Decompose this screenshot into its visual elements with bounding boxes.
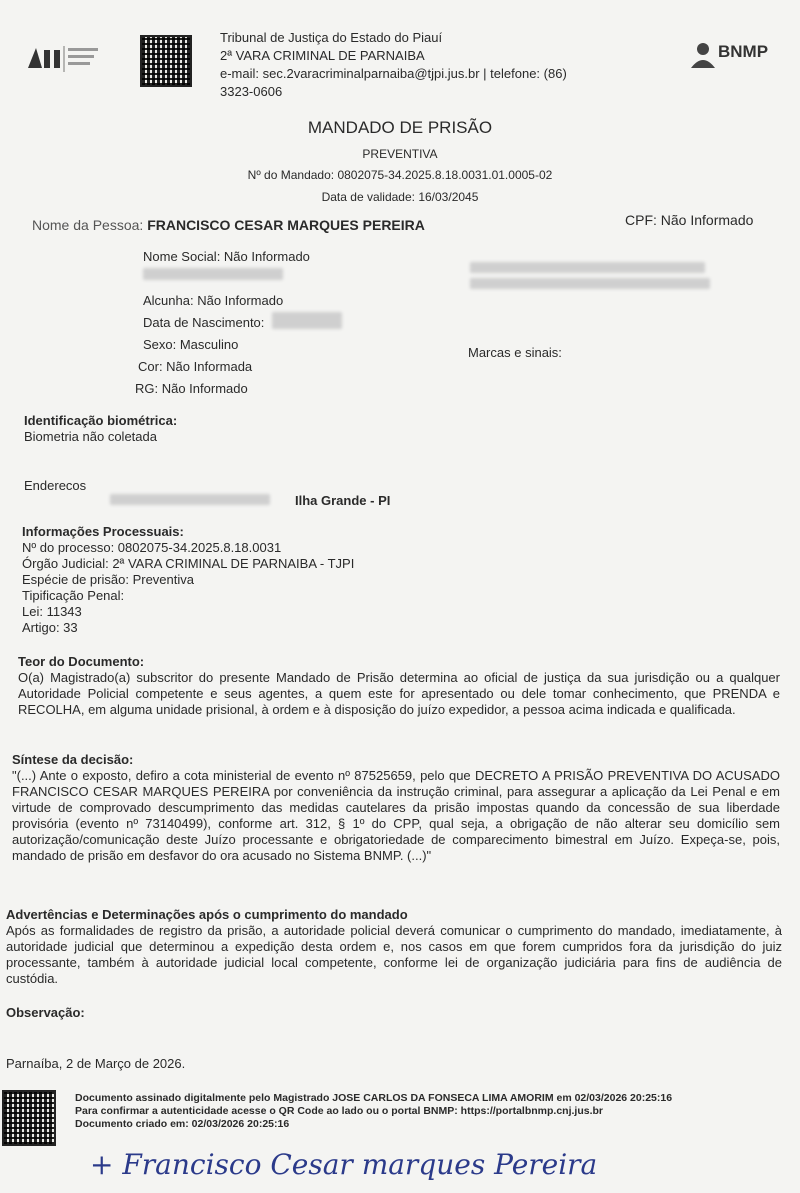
qr-code-header: [140, 35, 192, 87]
redacted-field: [470, 278, 710, 289]
bnmp-logo-text: BNMP: [718, 42, 769, 61]
biometric-title: Identificação biométrica:: [24, 413, 178, 428]
advert-text: Após as formalidades de registro da prisão, a autoridade policial deverá comunicar o cumprimento do mandado, imediatamente, à autoridade judicial que determinou a expedição desta ordem e, nos casos em que forem cumpridos fora da jurisdição do juiz processante, também à autoridade judicial local competente, conforme lei de organização judiciária para fins de audiência de custódia.: [6, 923, 782, 986]
address-city: Ilha Grande - PI: [295, 493, 391, 508]
document-subtitle: PREVENTIVA: [362, 147, 438, 161]
warrant-number: Nº do Mandado: 0802075-34.2025.8.18.0031.01.0005-02: [247, 168, 553, 182]
footer-block: [75, 1092, 795, 1131]
cnj-logo: [22, 38, 122, 78]
cnj-logo-icon: [22, 38, 122, 78]
process-article: Artigo: 33: [22, 620, 78, 635]
court-name: Tribunal de Justiça do Estado do Piauí: [220, 30, 443, 45]
teor-section: [18, 654, 780, 718]
marks: Marcas e sinais:: [468, 345, 562, 360]
redacted-address: [110, 494, 270, 505]
person-name-row: [32, 217, 425, 234]
cpf-field: CPF: Não Informado: [625, 212, 754, 228]
birth-date-row: [143, 315, 264, 331]
title-block: [0, 118, 800, 204]
header-text-block: [220, 30, 680, 100]
footer-signature-line: Documento assinado digitalmente pelo Magistrado JOSE CARLOS DA FONSECA LIMA AMORIM em 02/03/2026 20:25:16: [75, 1092, 673, 1104]
footer-verify-line: Para confirmar a autenticidade acesse o QR Code ao lado ou o portal BNMP: https://portalbnmp.cnj.jus.br: [75, 1105, 603, 1117]
biometric-section: [24, 413, 177, 445]
date-place: Parnaíba, 2 de Março de 2026.: [6, 1056, 186, 1071]
teor-text: O(a) Magistrado(a) subscritor do presente Mandado de Prisão determina ao oficial de justiça da sua jurisdição ou a qualquer Autoridade Policial competente e seus agentes, a quem este for apresentado ou dele tomar conhecimento, que PRENDA e RECOLHA, em alguma unidade prisional, à ordem e à disposição do juízo expedidor, a pessoa acima indicada e qualificada.: [18, 670, 780, 717]
advert-section: [6, 907, 782, 987]
redacted-birth-date: [272, 312, 342, 329]
redacted-field: [470, 262, 705, 273]
sintese-title: Síntese da decisão:: [12, 752, 134, 767]
validity-date: Data de validade: 16/03/2045: [321, 190, 479, 204]
sintese-section: [12, 752, 780, 864]
color: Cor: Não Informada: [138, 359, 253, 374]
bnmp-logo: [688, 38, 783, 72]
footer-created-line: Documento criado em: 02/03/2026 20:25:16: [75, 1118, 290, 1130]
biometric-value: Biometria não coletada: [24, 429, 157, 444]
process-title: Informações Processuais:: [22, 524, 184, 539]
sintese-text: "(...) Ante o exposto, defiro a cota ministerial de evento nº 87525659, pelo que DECRETO A PRISÃO PREVENTIVA DO ACUSADO FRANCISCO CESAR MARQUES PEREIRA por conveniência da instrução criminal, para assegurar a aplicação da Lei Penal e em virtude de comprovado descumprimento das medidas cautelares da prisão impostas quando da concessão de sua liberdade provisória (evento nº 73140499), conforme art. 312, § 1º do CPP, qual seja, a obrigação de não alterar seu domicílio sem autorização/comunicação deste Juízo processante e obrigatoriedade de comparecimento bimestral em Juízo. Expeça-se, pois, mandado de prisão em desfavor do ora acusado no Sistema BNMP. (...)": [12, 768, 780, 863]
advert-title: Advertências e Determinações após o cumprimento do mandado: [6, 907, 408, 922]
vara-name: 2ª VARA CRIMINAL DE PARNAIBA: [220, 48, 425, 63]
teor-title: Teor do Documento:: [18, 654, 145, 669]
person-icon: [688, 40, 718, 70]
process-type: Espécie de prisão: Preventiva: [22, 572, 194, 587]
document-title: MANDADO DE PRISÃO: [307, 118, 493, 137]
person-name: FRANCISCO CESAR MARQUES PEREIRA: [147, 217, 425, 233]
person-name-label: Nome da Pessoa:: [32, 217, 144, 233]
process-law: Lei: 11343: [22, 604, 82, 619]
sex: Sexo: Masculino: [143, 337, 239, 352]
contact-line-2: 3323-0606: [220, 84, 283, 99]
alias: Alcunha: Não Informado: [143, 293, 284, 308]
qr-code-footer: [2, 1090, 56, 1146]
birth-date-label: Data de Nascimento:: [143, 315, 265, 330]
process-number: Nº do processo: 0802075-34.2025.8.18.0031: [22, 540, 282, 555]
address-title: Enderecos: [24, 478, 87, 493]
observation-title: Observação:: [6, 1005, 85, 1020]
process-organ: Órgão Judicial: 2ª VARA CRIMINAL DE PARNAIBA - TJPI: [22, 556, 355, 571]
social-name: Nome Social: Não Informado: [143, 249, 310, 264]
process-section: [22, 524, 354, 636]
contact-line: e-mail: sec.2varacriminalparnaiba@tjpi.jus.br | telefone: (86): [220, 66, 567, 81]
redacted-field: [143, 268, 283, 280]
process-typification: Tipificação Penal:: [22, 588, 125, 603]
handwritten-signature: + Francisco Cesar marques Pereira: [90, 1148, 598, 1181]
rg: RG: Não Informado: [135, 381, 248, 396]
